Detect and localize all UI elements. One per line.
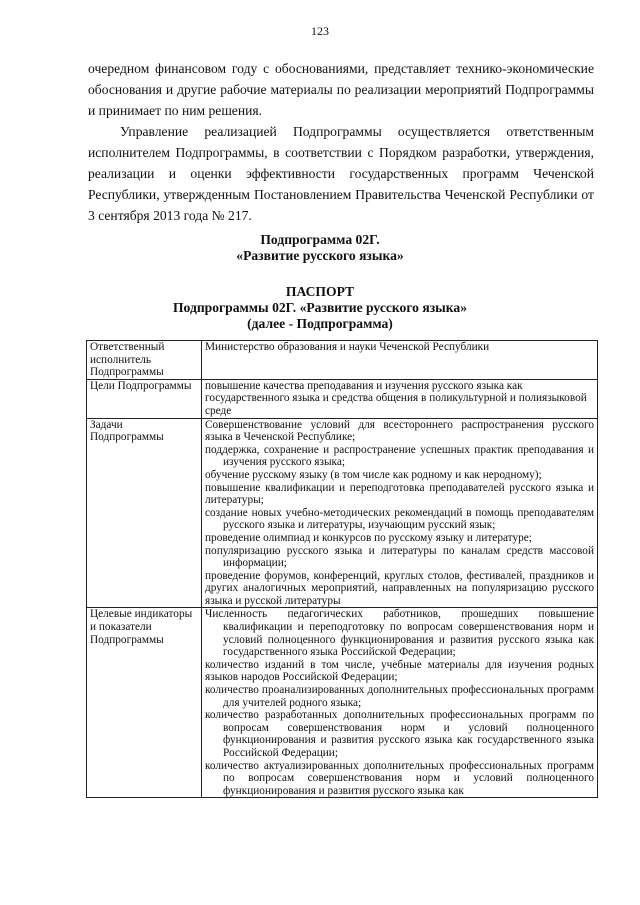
responsible-value: Министерство образования и науки Чеченской Республики	[202, 341, 598, 380]
tasks-value	[202, 418, 598, 608]
task-item: проведение форумов, конференций, круглых столов, фестивалей, праздников и других аналогичных мероприятий, направленных на популяризацию русского языка и русской литературы	[205, 569, 594, 607]
indicator-item: количество актуализированных дополнительных профессиональных программ по вопросам совершенствования норм и условий полноценного функционирования и развития русского языка как	[205, 759, 594, 797]
task-item: поддержка, сохранение и распространение успешных практик преподавания и изучения русского языка;	[205, 443, 594, 469]
tasks-label: Задачи Подпрограммы	[87, 418, 202, 608]
goals-label: Цели Подпрограммы	[87, 379, 202, 418]
task-item: популяризацию русского языка и литературы по каналам средств массовой информации;	[205, 544, 594, 570]
task-item: создание новых учебно-методических рекомендаций в помощь преподавателям русского языка и литературы, изучающим русский язык;	[205, 506, 594, 532]
task-item: повышение квалификации и переподготовка преподавателей русского языка и литературы;	[205, 481, 594, 507]
page-number: 123	[311, 24, 329, 38]
indicator-item: количество разработанных дополнительных профессиональных программ по вопросам совершенствования норм и условий полноценного функционирования и развития русского языка как государственного языка Российской Федерации;	[205, 709, 594, 759]
table-row-goals	[87, 379, 598, 418]
indicator-item: количество изданий в том числе, учебные материалы для изучения родных языков народов Российской Федерации;	[205, 658, 594, 684]
passport-subtitle-line-1: Подпрограммы 02Г. «Развитие русского языка»	[172, 300, 468, 315]
indicators-value	[202, 608, 598, 798]
indicators-label: Целевые индикаторы и показатели Подпрограммы	[87, 608, 202, 798]
table-row-indicators	[87, 608, 598, 798]
subprogram-title-line-1: Подпрограмма 02Г.	[260, 232, 380, 247]
table-row-responsible	[87, 341, 598, 380]
intro-paragraph-1: очередном финансовом году с обоснованиями, представляет технико-экономические обоснования и другие рабочие материалы по реализации мероприятий Подпрограммы и принимает по ним решения.	[88, 61, 594, 118]
passport-table	[86, 340, 598, 798]
passport-title: ПАСПОРТ	[285, 284, 355, 299]
responsible-label: Ответственный исполнитель Подпрограммы	[87, 341, 202, 380]
goals-value: повышение качества преподавания и изучения русского языка как государственного языка и средства общения в поликультурной и полиязыковой среде	[202, 379, 598, 418]
intro-paragraph-2: Управление реализацией Подпрограммы осуществляется ответственным исполнителем Подпрограммы, в соответствии с Порядком разработки, утверждения, реализации и оценки эффективности государственных программ Чеченской Республики, утвержденным Постановлением Правительства Чеченской Республики от 3 сентября 2013 года № 217.	[88, 124, 594, 223]
subprogram-title-line-2: «Развитие русского языка»	[236, 248, 404, 263]
table-row-tasks	[87, 418, 598, 608]
task-item: проведение олимпиад и конкурсов по русскому языку и литературе;	[205, 531, 532, 544]
indicator-item: количество проанализированных дополнительных профессиональных программ для учителей родного языка;	[205, 684, 594, 709]
task-item: Совершенствование условий для всестороннего распространения русского языка в Чеченской Республике;	[205, 418, 594, 444]
intro-text	[88, 58, 594, 226]
task-item: обучение русскому языку (в том числе как родному и как неродному);	[205, 468, 542, 481]
indicator-item: Численность педагогических работников, прошедших повышение квалификации и переподготовку по вопросам совершенствования норм и условий полноценного функционирования и развития русского языка как государственного языка Российской Федерации;	[205, 608, 594, 659]
passport-heading	[0, 284, 640, 332]
passport-subtitle-line-2: (далее - Подпрограмма)	[247, 316, 393, 331]
subprogram-heading	[0, 232, 640, 264]
